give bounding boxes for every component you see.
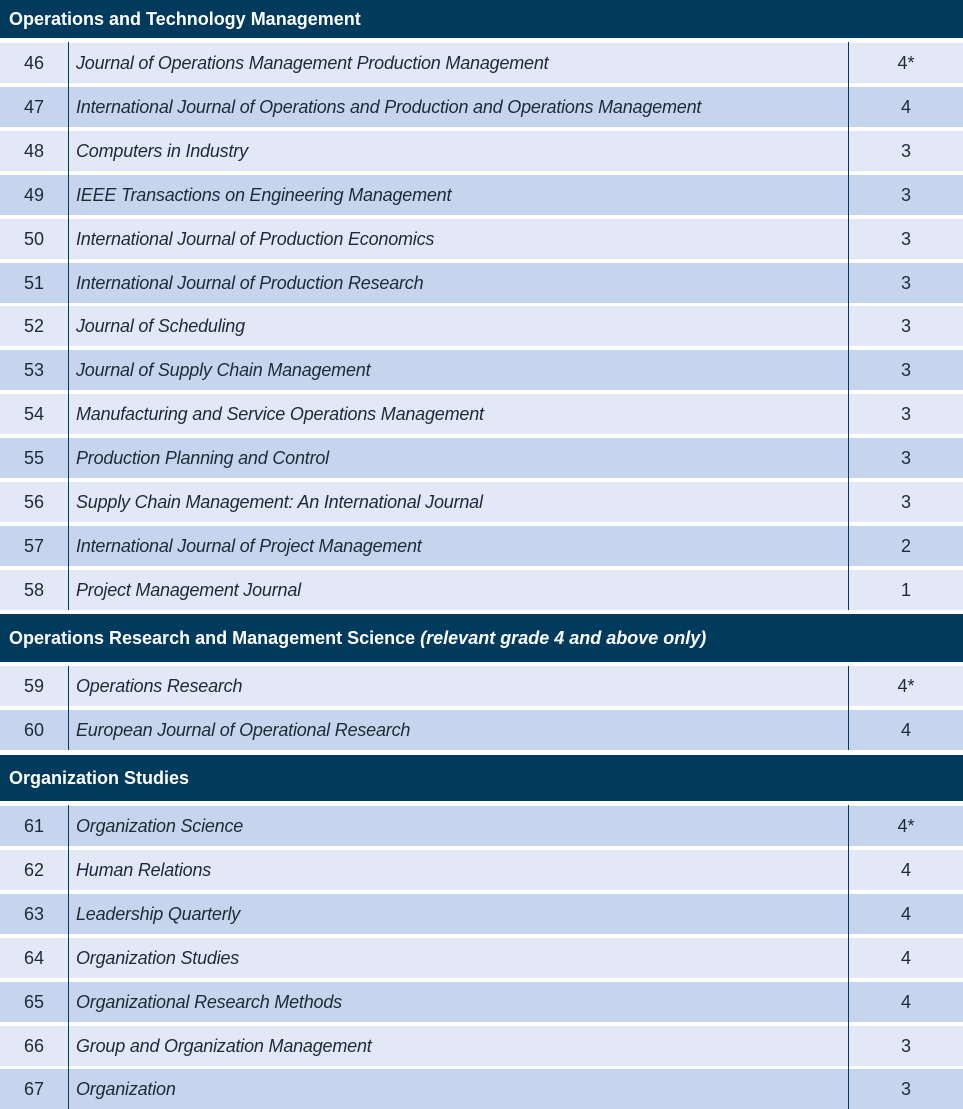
journal-title: Human Relations xyxy=(76,859,212,880)
journal-title: Manufacturing and Service Operations Management xyxy=(76,403,484,424)
journal-title: Group and Organization Management xyxy=(76,1035,372,1056)
column-divider-left xyxy=(68,42,69,610)
table-row xyxy=(0,131,963,171)
journal-grade: 4* xyxy=(897,675,915,696)
journal-title: Supply Chain Management: An International Journal xyxy=(76,491,483,512)
table-row xyxy=(0,894,963,934)
journal-title: Operations Research xyxy=(76,675,243,696)
section-title: Operations Research and Management Science xyxy=(9,627,416,648)
row-number: 58 xyxy=(23,579,45,600)
table-row xyxy=(0,710,963,750)
table-row xyxy=(0,175,963,215)
journal-grade: 3 xyxy=(900,184,911,205)
table-row xyxy=(0,263,963,303)
journal-title: Leadership Quarterly xyxy=(76,903,241,924)
row-number: 46 xyxy=(23,52,45,73)
journal-grade: 3 xyxy=(900,359,911,380)
section-header xyxy=(0,0,963,38)
journal-title: Organization xyxy=(76,1078,176,1099)
journal-title: Journal of Supply Chain Management xyxy=(76,359,371,380)
section-header xyxy=(0,614,963,662)
row-number: 57 xyxy=(23,535,45,556)
journal-title: Journal of Scheduling xyxy=(76,315,245,336)
table-row xyxy=(0,43,963,83)
row-number: 60 xyxy=(23,719,45,740)
journal-grade: 2 xyxy=(900,535,911,556)
row-number: 50 xyxy=(23,228,45,249)
section-title: Organization Studies xyxy=(9,767,190,788)
row-number: 56 xyxy=(23,491,45,512)
table-row xyxy=(0,350,963,390)
table-row xyxy=(0,666,963,706)
section-note: (relevant grade 4 and above only) xyxy=(420,627,707,648)
journal-title: International Journal of Production Research xyxy=(76,272,424,293)
journal-title: Computers in Industry xyxy=(76,140,248,161)
journal-grade: 3 xyxy=(900,403,911,424)
column-divider-right xyxy=(848,805,849,1109)
row-number: 48 xyxy=(23,140,45,161)
journal-grade: 3 xyxy=(900,1078,911,1099)
table-row xyxy=(0,806,963,846)
table-row xyxy=(0,526,963,566)
table-row xyxy=(0,219,963,259)
table-row xyxy=(0,394,963,434)
journal-title: IEEE Transactions on Engineering Management xyxy=(76,184,452,205)
row-number: 47 xyxy=(23,96,45,117)
table-row xyxy=(0,438,963,478)
journal-title: Journal of Operations Management Production Management xyxy=(76,52,549,73)
row-number: 53 xyxy=(23,359,45,380)
row-number: 59 xyxy=(23,675,45,696)
journal-title: Project Management Journal xyxy=(76,579,301,600)
row-number: 52 xyxy=(23,315,45,336)
journal-grade: 4 xyxy=(900,96,911,117)
table-row xyxy=(0,1069,963,1109)
row-number: 64 xyxy=(23,947,45,968)
journal-title: Organization Science xyxy=(76,815,244,836)
journal-grade: 3 xyxy=(900,491,911,512)
journal-grade: 4* xyxy=(897,815,915,836)
journal-grade: 3 xyxy=(900,140,911,161)
journal-grade: 3 xyxy=(900,272,911,293)
column-divider-left xyxy=(68,666,69,750)
column-divider-left xyxy=(68,805,69,1109)
journal-title: European Journal of Operational Research xyxy=(76,719,411,740)
journal-grade: 4* xyxy=(897,52,915,73)
journal-title: International Journal of Project Management xyxy=(76,535,422,556)
row-number: 54 xyxy=(23,403,45,424)
row-number: 67 xyxy=(23,1078,45,1099)
table-row xyxy=(0,850,963,890)
table-row xyxy=(0,982,963,1022)
journal-grade: 1 xyxy=(900,579,911,600)
journal-grade: 3 xyxy=(900,315,911,336)
column-divider-right xyxy=(848,666,849,750)
journal-grade: 3 xyxy=(900,1035,911,1056)
journal-grade: 4 xyxy=(900,859,911,880)
section-header xyxy=(0,755,963,801)
table-row xyxy=(0,306,963,346)
table-row xyxy=(0,938,963,978)
table-row xyxy=(0,1026,963,1066)
table-row xyxy=(0,570,963,610)
row-number: 51 xyxy=(23,272,45,293)
journal-grade: 4 xyxy=(900,719,911,740)
column-divider-right xyxy=(848,42,849,610)
journal-grade: 4 xyxy=(900,991,911,1012)
table-row xyxy=(0,482,963,522)
journal-title: Organizational Research Methods xyxy=(76,991,342,1012)
row-number: 65 xyxy=(23,991,45,1012)
journal-title: International Journal of Production Economics xyxy=(76,228,435,249)
row-number: 62 xyxy=(23,859,45,880)
row-number: 49 xyxy=(23,184,45,205)
section-title: Operations and Technology Management xyxy=(9,8,361,29)
journal-title: International Journal of Operations and Production and Operations Management xyxy=(76,96,702,117)
journal-title: Organization Studies xyxy=(76,947,240,968)
row-number: 55 xyxy=(23,447,45,468)
row-number: 66 xyxy=(23,1035,45,1056)
journal-grade: 3 xyxy=(900,447,911,468)
journal-grade: 3 xyxy=(900,228,911,249)
row-number: 63 xyxy=(23,903,45,924)
row-number: 61 xyxy=(23,815,45,836)
journal-title: Production Planning and Control xyxy=(76,447,329,468)
journal-grade: 4 xyxy=(900,903,911,924)
table-row xyxy=(0,87,963,127)
journal-grade: 4 xyxy=(900,947,911,968)
